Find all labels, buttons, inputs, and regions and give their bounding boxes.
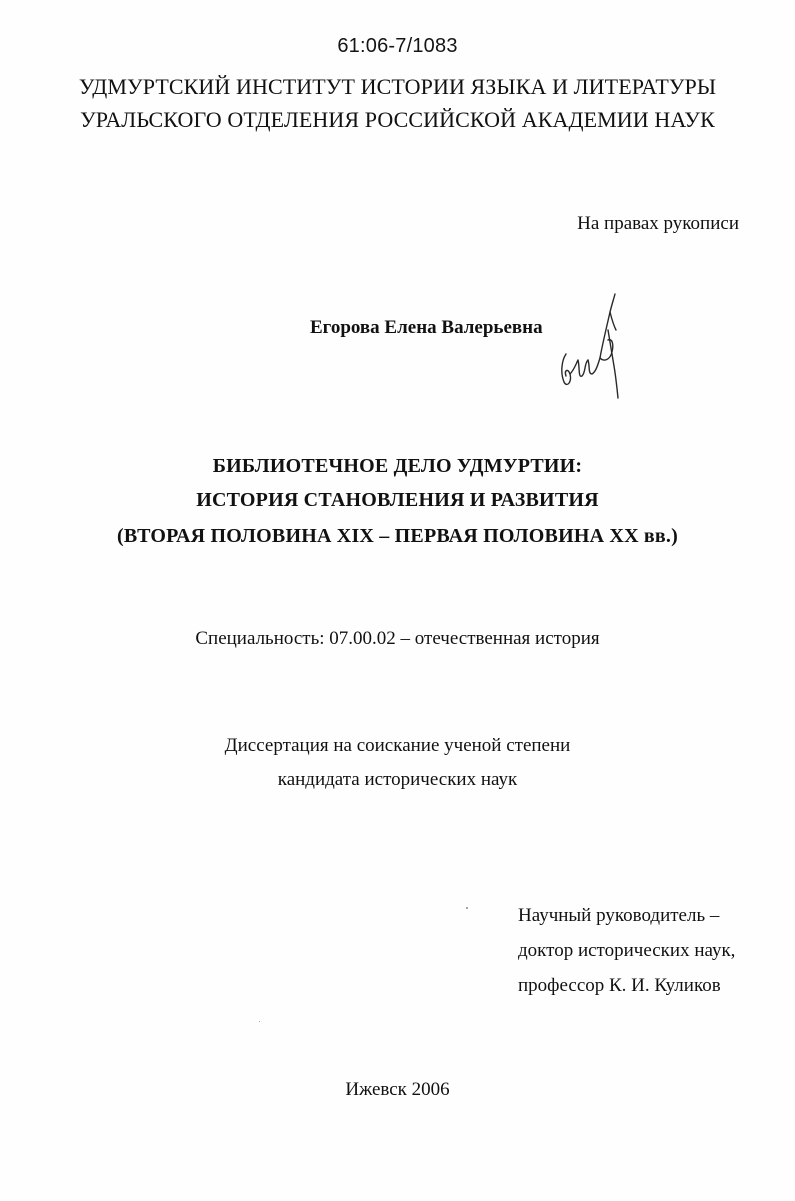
specialty-line: Специальность: 07.00.02 – отечественная история	[195, 628, 600, 649]
city-and-year: Ижевск 2006	[345, 1079, 450, 1100]
institute-name-line-1: УДМУРТСКИЙ ИНСТИТУТ ИСТОРИИ ЯЗЫКА И ЛИТЕРАТУРЫ	[78, 74, 717, 99]
manuscript-rights-note: На правах рукописи	[577, 213, 739, 234]
supervisor-line-2: доктор исторических наук,	[518, 940, 736, 961]
scan-speck	[466, 907, 468, 909]
supervisor-line-1: Научный руководитель –	[518, 905, 720, 926]
archive-stamp-number: 61:06-7/1083	[337, 35, 458, 57]
degree-line-1: Диссертация на соискание ученой степени	[224, 735, 571, 756]
institute-name-line-2: УРАЛЬСКОГО ОТДЕЛЕНИЯ РОССИЙСКОЙ АКАДЕМИИ НАУК	[80, 107, 715, 132]
supervisor-line-3: профессор К. И. Куликов	[518, 975, 721, 996]
thesis-title-line-2: ИСТОРИЯ СТАНОВЛЕНИЯ И РАЗВИТИЯ	[196, 489, 599, 511]
degree-line-2: кандидата исторических наук	[277, 769, 518, 790]
author-name: Егорова Елена Валерьевна	[310, 317, 543, 338]
scan-speck	[259, 1021, 260, 1022]
thesis-title-line-1: БИБЛИОТЕЧНОЕ ДЕЛО УДМУРТИИ:	[212, 455, 583, 477]
thesis-title-line-3: (ВТОРАЯ ПОЛОВИНА XIX – ПЕРВАЯ ПОЛОВИНА XX вв.)	[117, 525, 678, 547]
signature-icon	[554, 290, 630, 402]
